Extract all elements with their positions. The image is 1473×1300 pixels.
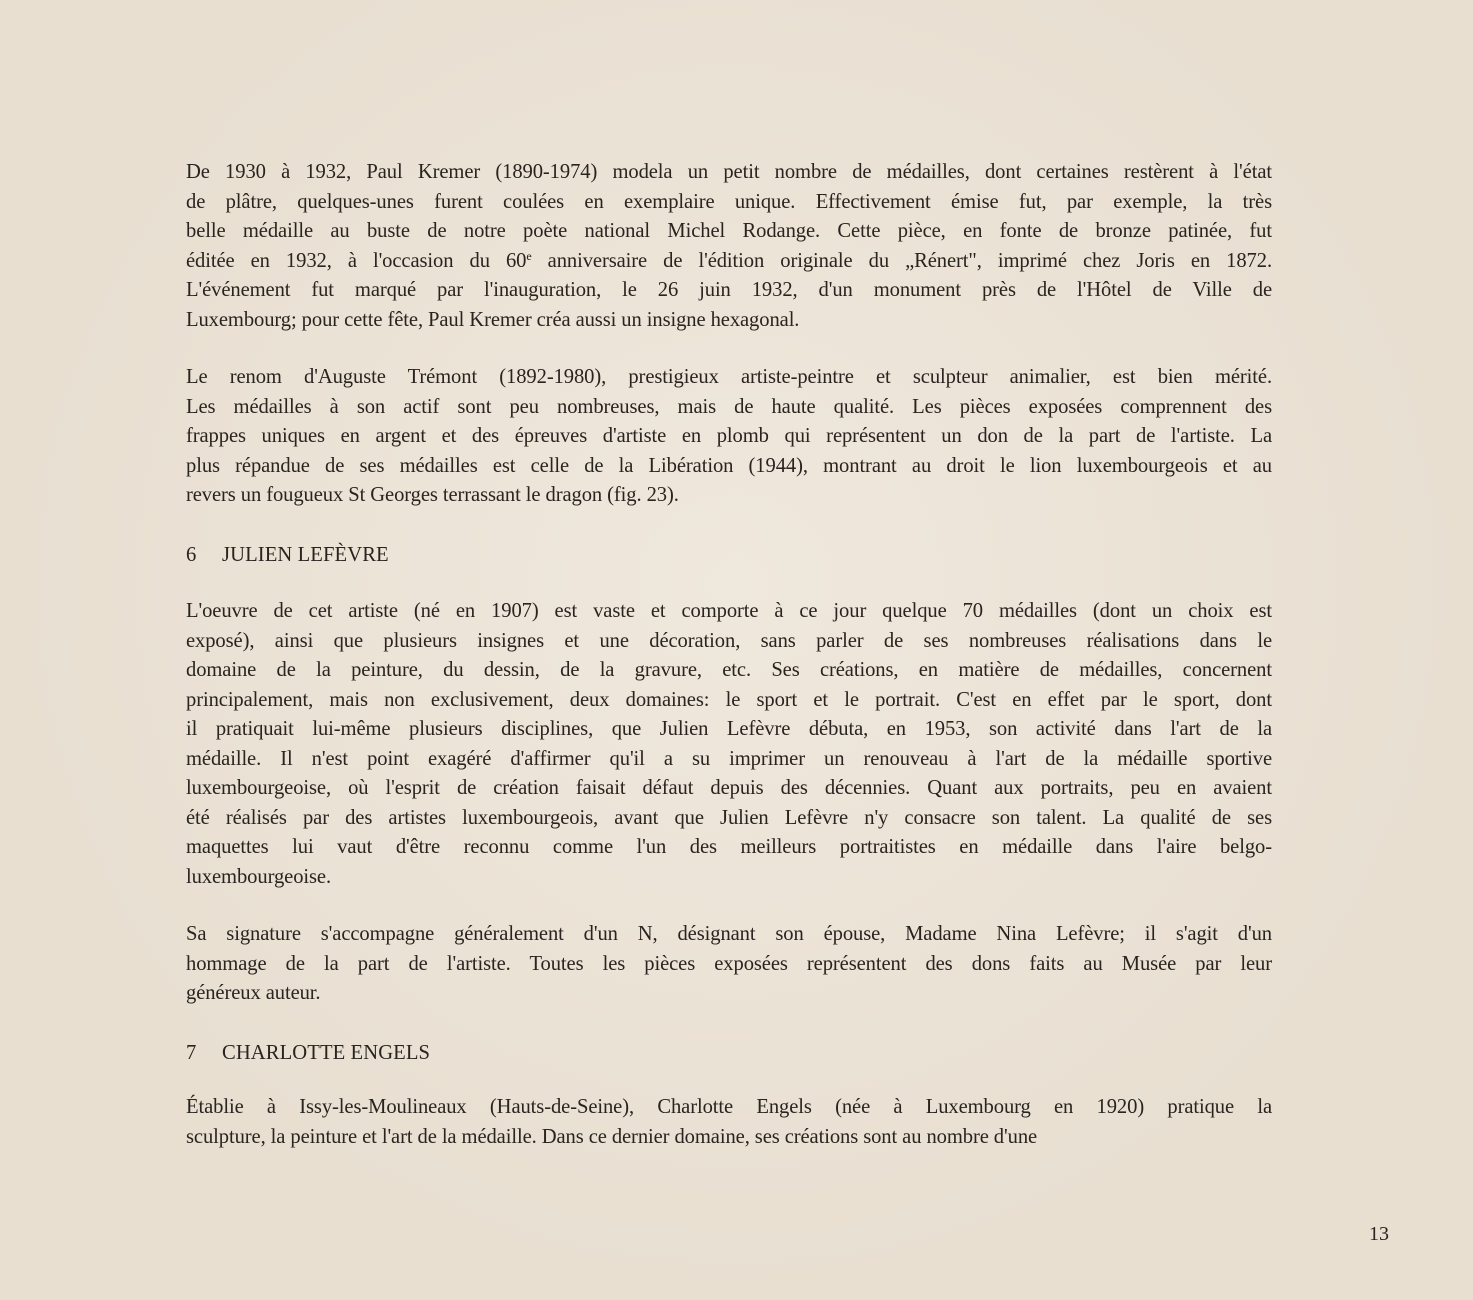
text-line: belle médaille au buste de notre poète national Michel Rodange. Cette pièce, en fonte de bronze patinée, fut bbox=[186, 220, 1272, 242]
page-number: 13 bbox=[1369, 1223, 1389, 1245]
text-line: frappes uniques en argent et des épreuves d'artiste en plomb qui représentent un don de la part de l'artiste. La bbox=[186, 425, 1272, 447]
text-line: été réalisés par des artistes luxembourgeois, avant que Julien Lefèvre n'y consacre son talent. La qualité de ses bbox=[186, 806, 1272, 829]
section-heading-julien-lefevre bbox=[186, 541, 1272, 571]
text-line: exposé), ainsi que plusieurs insignes et une décoration, sans parler de ses nombreuses réalisations dans le bbox=[186, 629, 1272, 652]
paragraph-julien-lefevre-signature bbox=[186, 920, 1272, 1009]
section-title: JULIEN LEFÈVRE bbox=[222, 543, 389, 566]
text-line: Sa signature s'accompagne généralement d'un N, désignant son épouse, Madame Nina Lefèvre; il s'agit d'un bbox=[186, 923, 1272, 945]
text-fragment: éditée en 1932, à l'occasion du 60 bbox=[186, 249, 527, 272]
text-line: de plâtre, quelques-unes furent coulées en exemplaire unique. Effectivement émise fut, par exemple, la très bbox=[186, 190, 1272, 213]
text-line: De 1930 à 1932, Paul Kremer (1890-1974) modela un petit nombre de médailles, dont certaines restèrent à l'état bbox=[186, 161, 1272, 183]
text-line: domaine de la peinture, du dessin, de la gravure, etc. Ses créations, en matière de médailles, concernent bbox=[186, 659, 1272, 681]
paragraph-paul-kremer bbox=[186, 158, 1272, 335]
text-line: Les médailles à son actif sont peu nombreuses, mais de haute qualité. Les pièces exposées comprennent des bbox=[186, 395, 1272, 418]
text-line: Luxembourg; pour cette fête, Paul Kremer créa aussi un insigne hexagonal. bbox=[186, 308, 800, 331]
section-title: CHARLOTTE ENGELS bbox=[222, 1041, 431, 1064]
text-line: luxembourgeoise. bbox=[186, 865, 332, 888]
text-line: luxembourgeoise, où l'esprit de création faisait défaut depuis des décennies. Quant aux portraits, peu en avaient bbox=[186, 777, 1272, 799]
main-content bbox=[186, 158, 1272, 1152]
text-line: Établie à Issy-les-Moulineaux (Hauts-de-Seine), Charlotte Engels (née à Luxembourg en 1920) pratique la bbox=[186, 1096, 1272, 1118]
text-line: Le renom d'Auguste Trémont (1892-1980), prestigieux artiste-peintre et sculpteur animalier, est bien mérité. bbox=[186, 366, 1272, 388]
section-number: 7 bbox=[186, 1041, 197, 1064]
text-line: médaille. Il n'est point exagéré d'affirmer qu'il a su imprimer un renouveau à l'art de la médaille sportive bbox=[186, 747, 1272, 770]
paragraph-auguste-tremont bbox=[186, 363, 1272, 511]
text-fragment: anniversaire de l'édition originale du „Rénert", imprimé chez Joris en 1872. bbox=[531, 249, 1272, 272]
text-line: généreux auteur. bbox=[186, 982, 321, 1004]
superscript: e bbox=[526, 248, 532, 263]
text-line bbox=[186, 247, 1272, 277]
text-line: revers un fougueux St Georges terrassant le dragon (fig. 23). bbox=[186, 484, 679, 506]
text-line: L'oeuvre de cet artiste (né en 1907) est vaste et comporte à ce jour quelque 70 médailles (dont un choix est bbox=[186, 600, 1272, 622]
text-line: sculpture, la peinture et l'art de la médaille. Dans ce dernier domaine, ses créations sont au nombre d'une bbox=[186, 1125, 1038, 1148]
section-number: 6 bbox=[186, 543, 197, 566]
text-line: plus répandue de ses médailles est celle de la Libération (1944), montrant au droit le lion luxembourgeois et au bbox=[186, 454, 1272, 477]
text-line: maquettes lui vaut d'être reconnu comme l'un des meilleurs portraitistes en médaille dans l'aire belgo- bbox=[186, 836, 1272, 858]
section-heading-charlotte-engels bbox=[186, 1039, 1272, 1069]
text-line: hommage de la part de l'artiste. Toutes les pièces exposées représentent des dons faits au Musée par leur bbox=[186, 952, 1272, 975]
paragraph-charlotte-engels bbox=[186, 1093, 1272, 1152]
text-line: L'événement fut marqué par l'inauguration, le 26 juin 1932, d'un monument près de l'Hôtel de Ville de bbox=[186, 279, 1272, 301]
paragraph-julien-lefevre-oeuvre bbox=[186, 597, 1272, 892]
text-line: il pratiquait lui-même plusieurs disciplines, que Julien Lefèvre débuta, en 1953, son activité dans l'art de la bbox=[186, 718, 1272, 740]
text-line: principalement, mais non exclusivement, deux domaines: le sport et le portrait. C'est en effet par le sport, dont bbox=[186, 688, 1272, 711]
